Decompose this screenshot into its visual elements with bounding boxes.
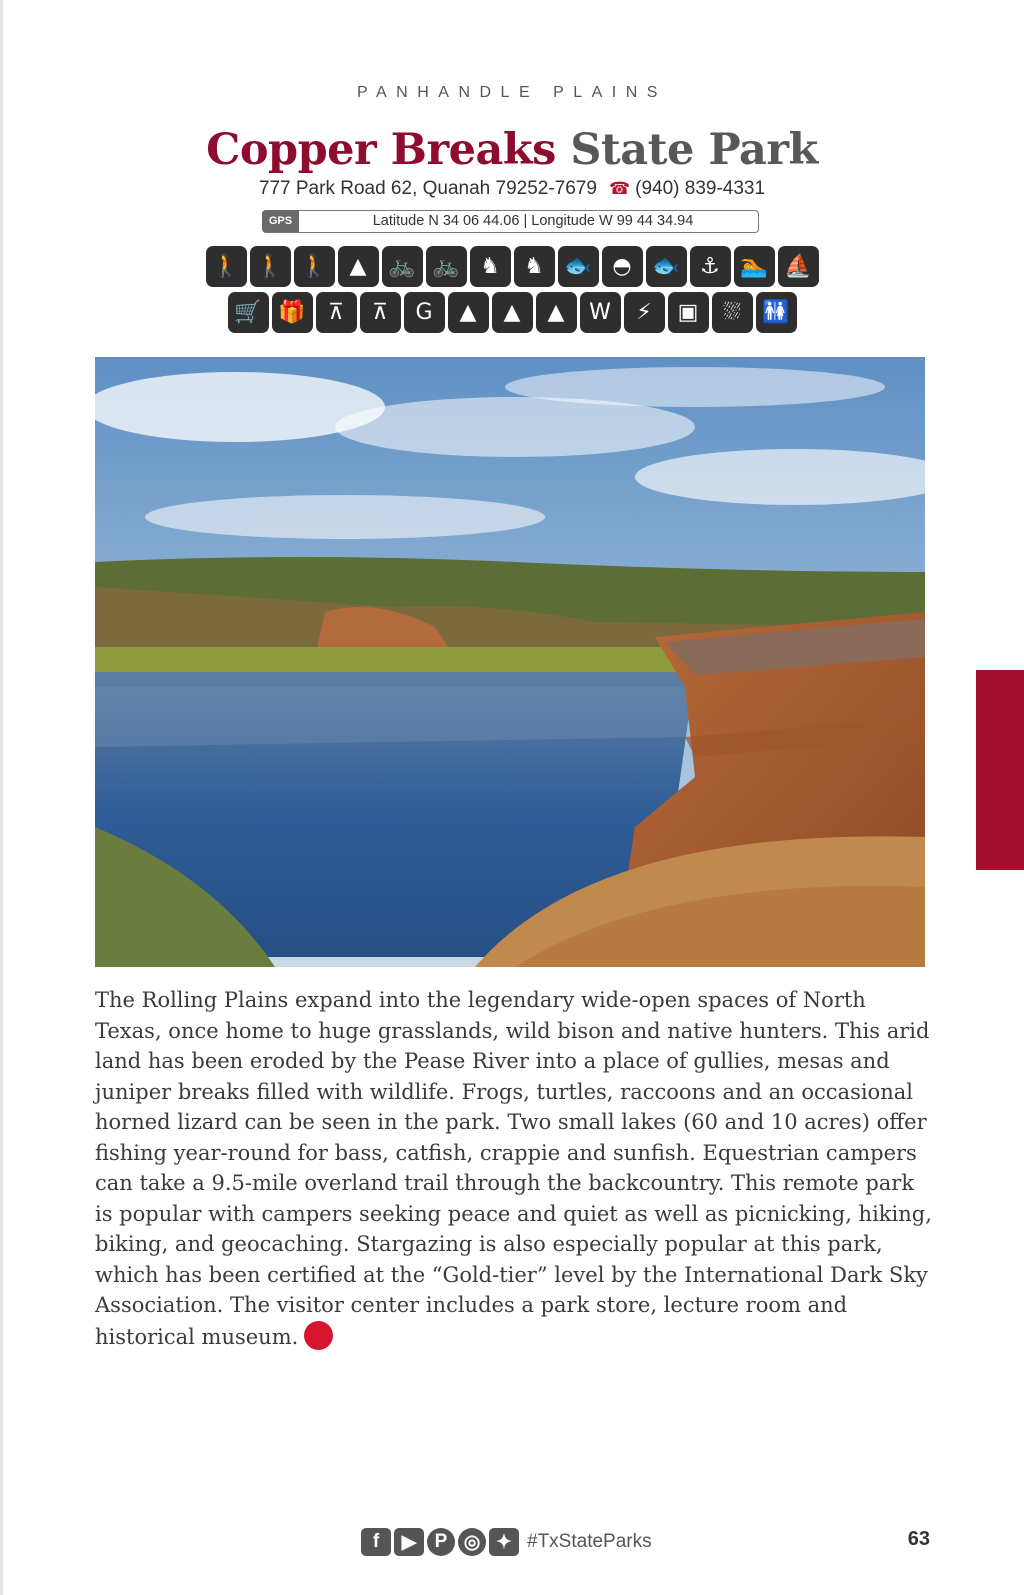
amenity-icons-row-1: [0, 246, 1024, 287]
mountain-biking-icon: 🚲: [426, 246, 467, 287]
region-heading: PANHANDLE PLAINS: [357, 84, 667, 101]
gps-bar: [262, 210, 759, 233]
fishing-pier-icon: ⚓: [690, 246, 731, 287]
park-phone: (940) 839-4331: [635, 178, 766, 199]
description-line: Association. The visitor center includes a park store, lecture room and: [95, 1293, 848, 1317]
fishing-icon: 🐟: [558, 246, 599, 287]
park-address: 777 Park Road 62, Quanah 79252-7679: [258, 178, 597, 199]
facebook-icon[interactable]: f: [361, 1528, 391, 1556]
wifi-icon: [304, 1321, 333, 1350]
description-line: which has been certified at the “Gold-tier” level by the International Dark Sky: [95, 1262, 928, 1287]
social-links: [361, 1528, 652, 1556]
lake-cliff-landscape: [95, 357, 925, 967]
phone-icon: ☎: [608, 179, 631, 198]
group-facility-icon: G: [404, 292, 445, 333]
description-line: land has been eroded by the Pease River into a place of gullies, mesas and: [95, 1049, 890, 1073]
amenity-icons-row-2: [0, 292, 1024, 333]
park-store-icon: 🛒: [228, 292, 269, 333]
boat-ramp-icon: ⛵: [778, 246, 819, 287]
group-picnic-icon: ⊼: [360, 292, 401, 333]
showers-icon: ⛆: [712, 292, 753, 333]
park-photo: [95, 357, 925, 967]
gps-badge: GPS: [262, 210, 299, 232]
historic-site-icon: ▲: [338, 246, 379, 287]
primitive-camping-icon: ▲: [448, 292, 489, 333]
horseback-riding-icon: ♞: [470, 246, 511, 287]
restrooms-icon: 🚻: [756, 292, 797, 333]
swimming-icon: 🏊: [734, 246, 775, 287]
rv-dump-station-icon: ▣: [668, 292, 709, 333]
description-line: biking, and geocaching. Stargazing is also especially popular at this park,: [95, 1232, 883, 1256]
description-line: is popular with campers seeking peace and quiet as well as picnicking, hiking,: [95, 1201, 932, 1226]
twitter-icon[interactable]: ✦: [489, 1528, 519, 1556]
description-line: The Rolling Plains expand into the legendary wide-open spaces of North: [95, 988, 866, 1012]
park-title-type: State Park: [570, 125, 818, 175]
group-camping-icon: ▲: [536, 292, 577, 333]
instagram-icon[interactable]: ◎: [458, 1528, 486, 1556]
description-line: fishing year-round for bass, catfish, crappie and sunfish. Equestrian campers: [95, 1140, 917, 1165]
pinterest-icon[interactable]: P: [427, 1528, 455, 1556]
fish-cleaning-icon: 🐟: [646, 246, 687, 287]
picnic-area-icon: ⊼: [316, 292, 357, 333]
description-line: horned lizard can be seen in the park. Two small lakes (60 and 10 acres) offer: [95, 1110, 927, 1134]
equestrian-camping-icon: ♞: [514, 246, 555, 287]
campsites-electric-icon: ⚡: [624, 292, 665, 333]
contact-line: [0, 178, 1024, 200]
gps-coordinates: Latitude N 34 06 44.06 | Longitude W 99 44 34.94: [372, 213, 694, 229]
accessible-trail-icon: 🚶: [294, 246, 335, 287]
description-line: Texas, once home to huge grasslands, wild bison and native hunters. This arid: [95, 1018, 930, 1043]
section-tab: [976, 670, 1024, 870]
page-border: [0, 0, 3, 1595]
hiking-icon: 🚶: [206, 246, 247, 287]
gift-shop-icon: 🎁: [272, 292, 313, 333]
description-line: can take a 9.5-mile overland trail through the backcountry. This remote park: [95, 1171, 915, 1195]
interpretive-trail-icon: 🚶: [250, 246, 291, 287]
hashtag[interactable]: #TxStateParks: [527, 1531, 652, 1552]
park-title-name: Copper Breaks: [206, 125, 556, 175]
campsites-water-icon: W: [580, 292, 621, 333]
description-line: historical museum.: [95, 1321, 935, 1353]
description-line: juniper breaks filled with wildlife. Frogs, turtles, raccoons and an occasional: [95, 1079, 913, 1104]
tent-camping-icon: ▲: [492, 292, 533, 333]
park-description: [95, 985, 935, 1352]
page-number: 63: [907, 1528, 930, 1550]
park-title: [0, 124, 1024, 176]
bicycling-icon: 🚲: [382, 246, 423, 287]
youtube-icon[interactable]: ▶: [394, 1528, 424, 1556]
geocaching-icon: ◓: [602, 246, 643, 287]
